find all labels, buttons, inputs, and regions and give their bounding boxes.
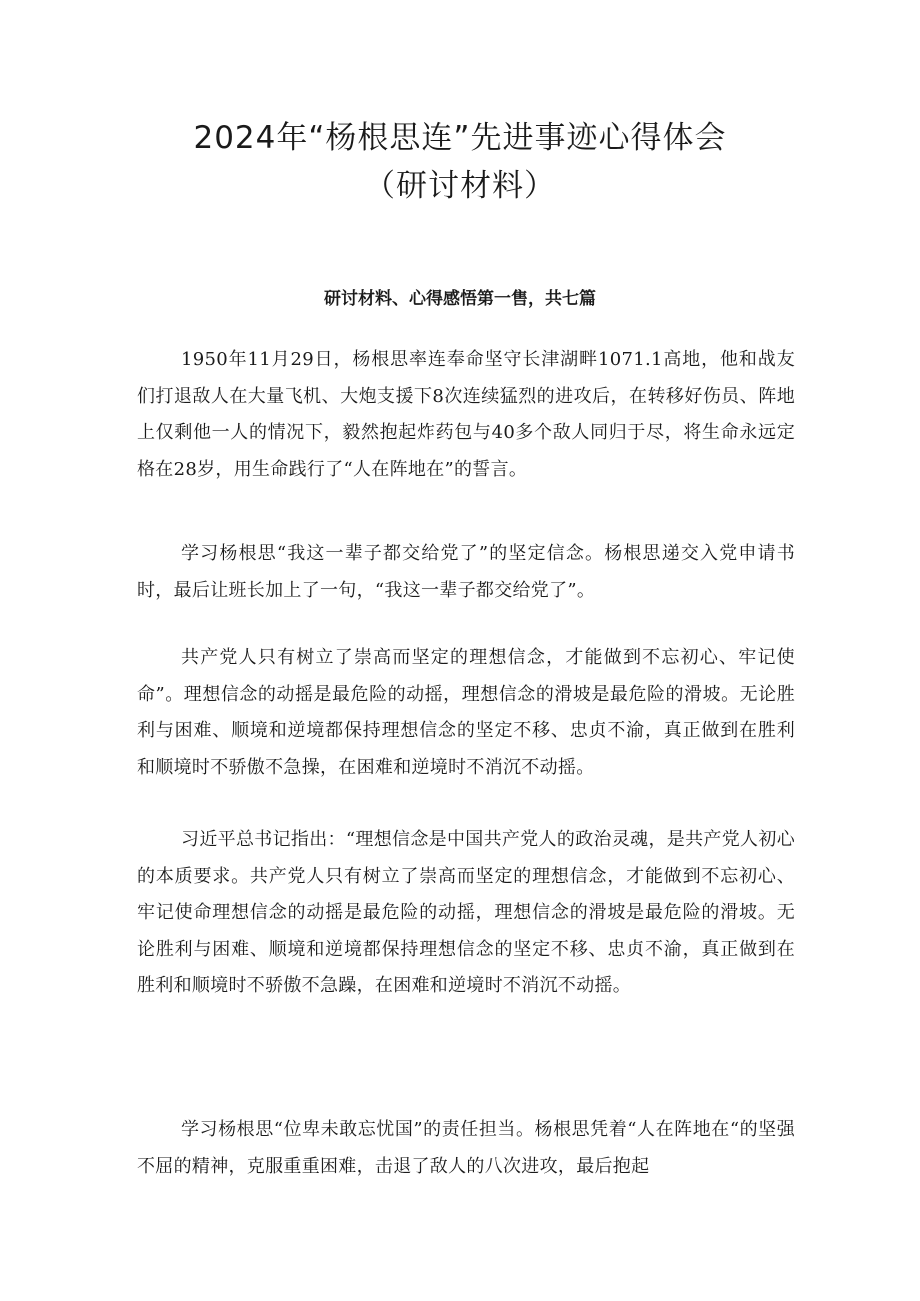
paragraph-4: 习近平总书记指出：“理想信念是中国共产党人的政治灵魂，是共产党人初心的本质要求。共产党人只有树立了崇高而坚定的理想信念，才能做到不忘初心、牢记使命理想信念的动摇是最危险的动摇，理想信念的滑坡是最危险的滑坡。无论胜利与困难、顺境和逆境都保持理想信念的坚定不移、忠贞不渝，真正做到在胜利和顺境时不骄傲不急躁，在困难和逆境时不消沉不动摇。 xyxy=(137,829,795,996)
paragraph-1: 1950年11月29日，杨根思率连奉命坚守长津湖畔1071.1高地，他和战友们打退敌人在大量飞机、大炮支援下8次连续猛烈的进攻后，在转移好伤员、阵地上仅剩他一人的情况下，毅然抱起炸药包与40多个敌人同归于尽，将生命永远定格在28岁，用生命践行了“人在阵地在”的誓言。 xyxy=(137,349,795,480)
document-title-suffix: （研讨材料） xyxy=(364,168,556,204)
paragraph-5: 学习杨根思“位卑未敢忘忧国”的责任担当。杨根思凭着“人在阵地在“的坚强不屈的精神，克服重重困难，击退了敌人的八次进攻，最后抱起 xyxy=(137,1119,795,1177)
document-subtitle: 研讨材料、心得感悟第一售，共七篇 xyxy=(324,289,596,309)
document-title: 2024年“杨根思连”先进事迹心得体会 xyxy=(193,120,727,156)
paragraph-2: 学习杨根思“我这一辈子都交给党了”的坚定信念。杨根思递交入党申请书时，最后让班长加上了一句，“我这一辈子都交给党了”。 xyxy=(137,543,795,601)
paragraph-3: 共产党人只有树立了崇高而坚定的理想信念，才能做到不忘初心、牢记使命”。理想信念的动摇是最危险的动摇，理想信念的滑坡是最危险的滑坡。无论胜利与困难、顺境和逆境都保持理想信念的坚定不移、忠贞不渝，真正做到在胜利和顺境时不骄傲不急操，在困难和逆境时不消沉不动摇。 xyxy=(137,647,795,778)
